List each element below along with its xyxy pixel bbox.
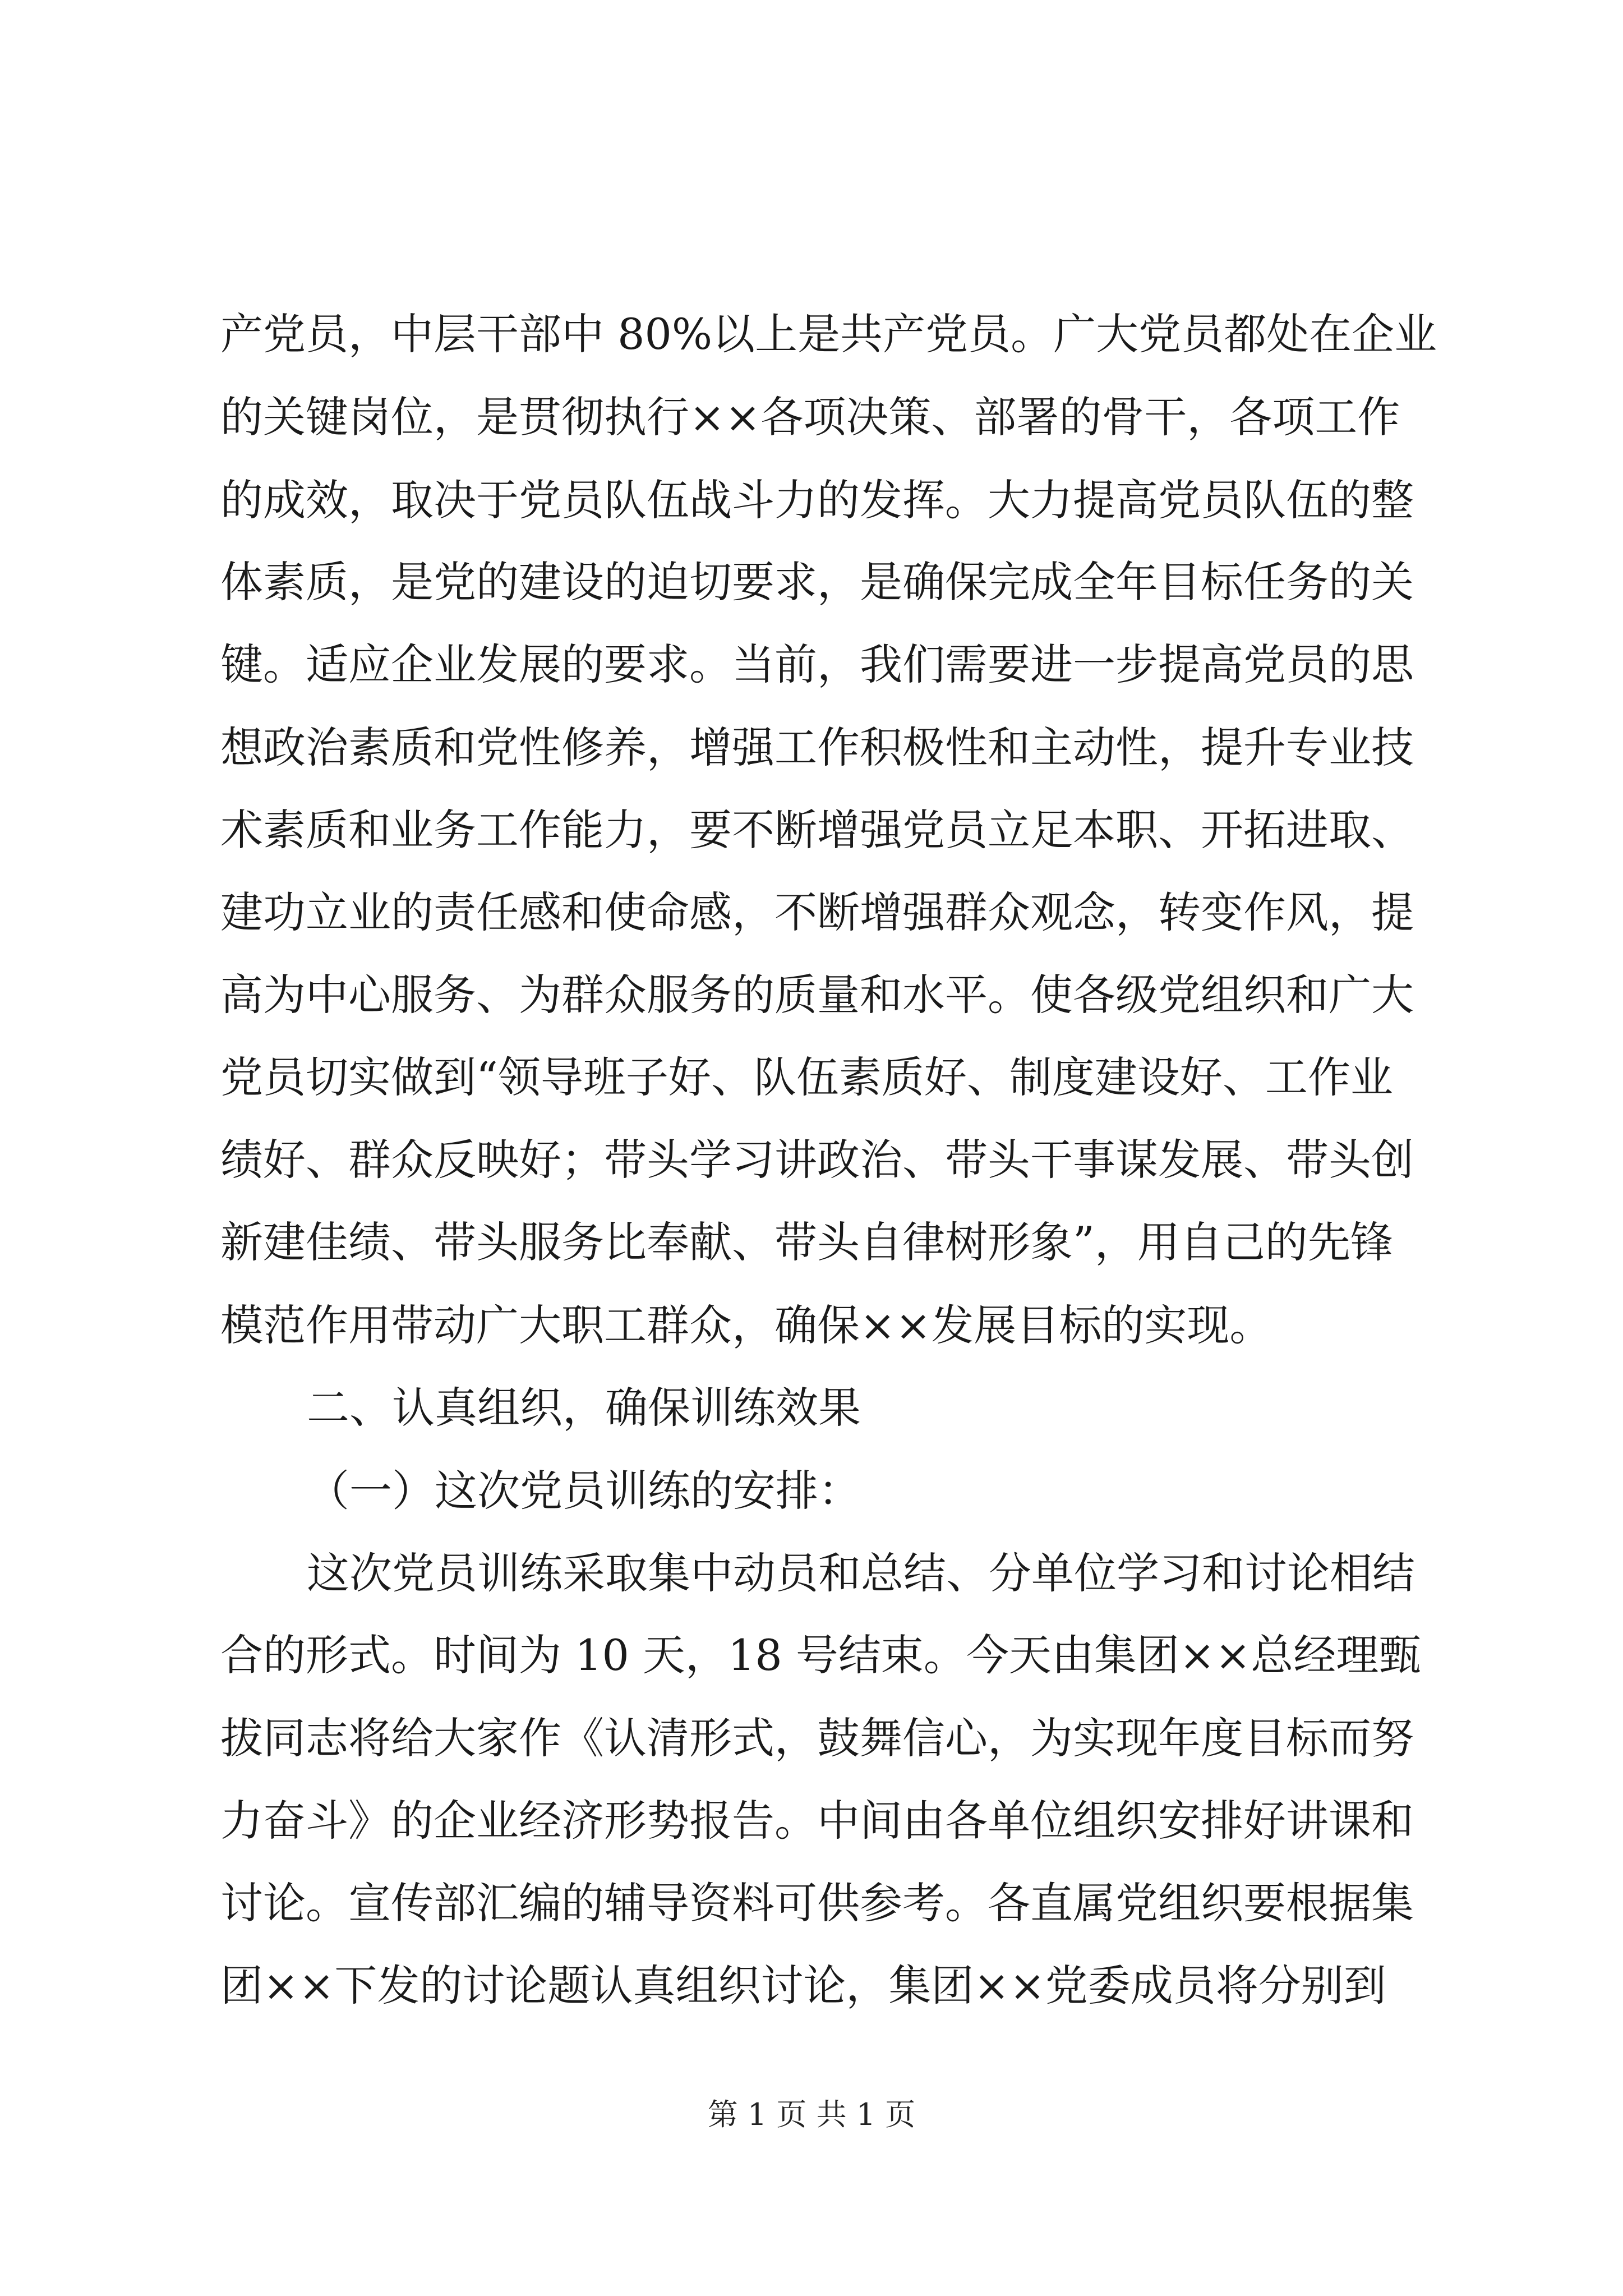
text-line: 模范作用带动广大职工群众，确保××发展目标的实现。 — [220, 1300, 1272, 1350]
text-line: 高为中心服务、为群众服务的质量和水平。使各级党组织和广大 — [220, 970, 1414, 1020]
text-line: 想政治素质和党性修养，增强工作积极性和主动性，提升专业技 — [220, 723, 1414, 772]
section-heading: 二、认真组织，确保训练效果 — [307, 1383, 861, 1433]
text-line: 键。适应企业发展的要求。当前，我们需要进一步提高党员的思 — [220, 639, 1414, 689]
text-line: 合的形式。时间为 10 天，18 号结束。今天由集团××总经理甄 — [220, 1630, 1422, 1680]
text-line: 绩好、群众反映好；带头学习讲政治、带头干事谋发展、带头创 — [220, 1135, 1414, 1185]
text-line: 党员切实做到“领导班子好、队伍素质好、制度建设好、工作业 — [220, 1052, 1393, 1102]
text-line: 力奋斗》的企业经济形势报告。中间由各单位组织安排好讲课和 — [220, 1796, 1414, 1846]
text-line: 体素质，是党的建设的迫切要求，是确保完成全年目标任务的关 — [220, 557, 1414, 607]
text-line: 团××下发的讨论题认真组织讨论，集团××党委成员将分别到 — [220, 1961, 1386, 2010]
text-line: 的成效，取决于党员队伍战斗力的发挥。大力提高党员队伍的整 — [220, 475, 1414, 525]
text-line: 讨论。宣传部汇编的辅导资料可供参考。各直属党组织要根据集 — [220, 1878, 1414, 1928]
text-line: 术素质和业务工作能力，要不断增强党员立足本职、开拓进取、 — [220, 805, 1414, 855]
text-line: 产党员，中层干部中 80%以上是共产党员。广大党员都处在企业 — [220, 309, 1437, 359]
text-line: 拔同志将给大家作《认清形式，鼓舞信心，为实现年度目标而努 — [220, 1713, 1414, 1763]
page-footer: 第 1 页 共 1 页 — [707, 2097, 916, 2132]
text-line: 的关键岗位，是贯彻执行××各项决策、部署的骨干，各项工作 — [220, 392, 1400, 442]
text-line: 这次党员训练采取集中动员和总结、分单位学习和讨论相结 — [307, 1548, 1415, 1598]
text-line: 建功立业的责任感和使命感，不断增强群众观念，转变作风，提 — [220, 887, 1414, 937]
text-line: 新建佳绩、带头服务比奉献、带头自律树形象”，用自己的先锋 — [220, 1217, 1393, 1267]
subsection-heading: （一）这次党员训练的安排： — [307, 1466, 861, 1516]
